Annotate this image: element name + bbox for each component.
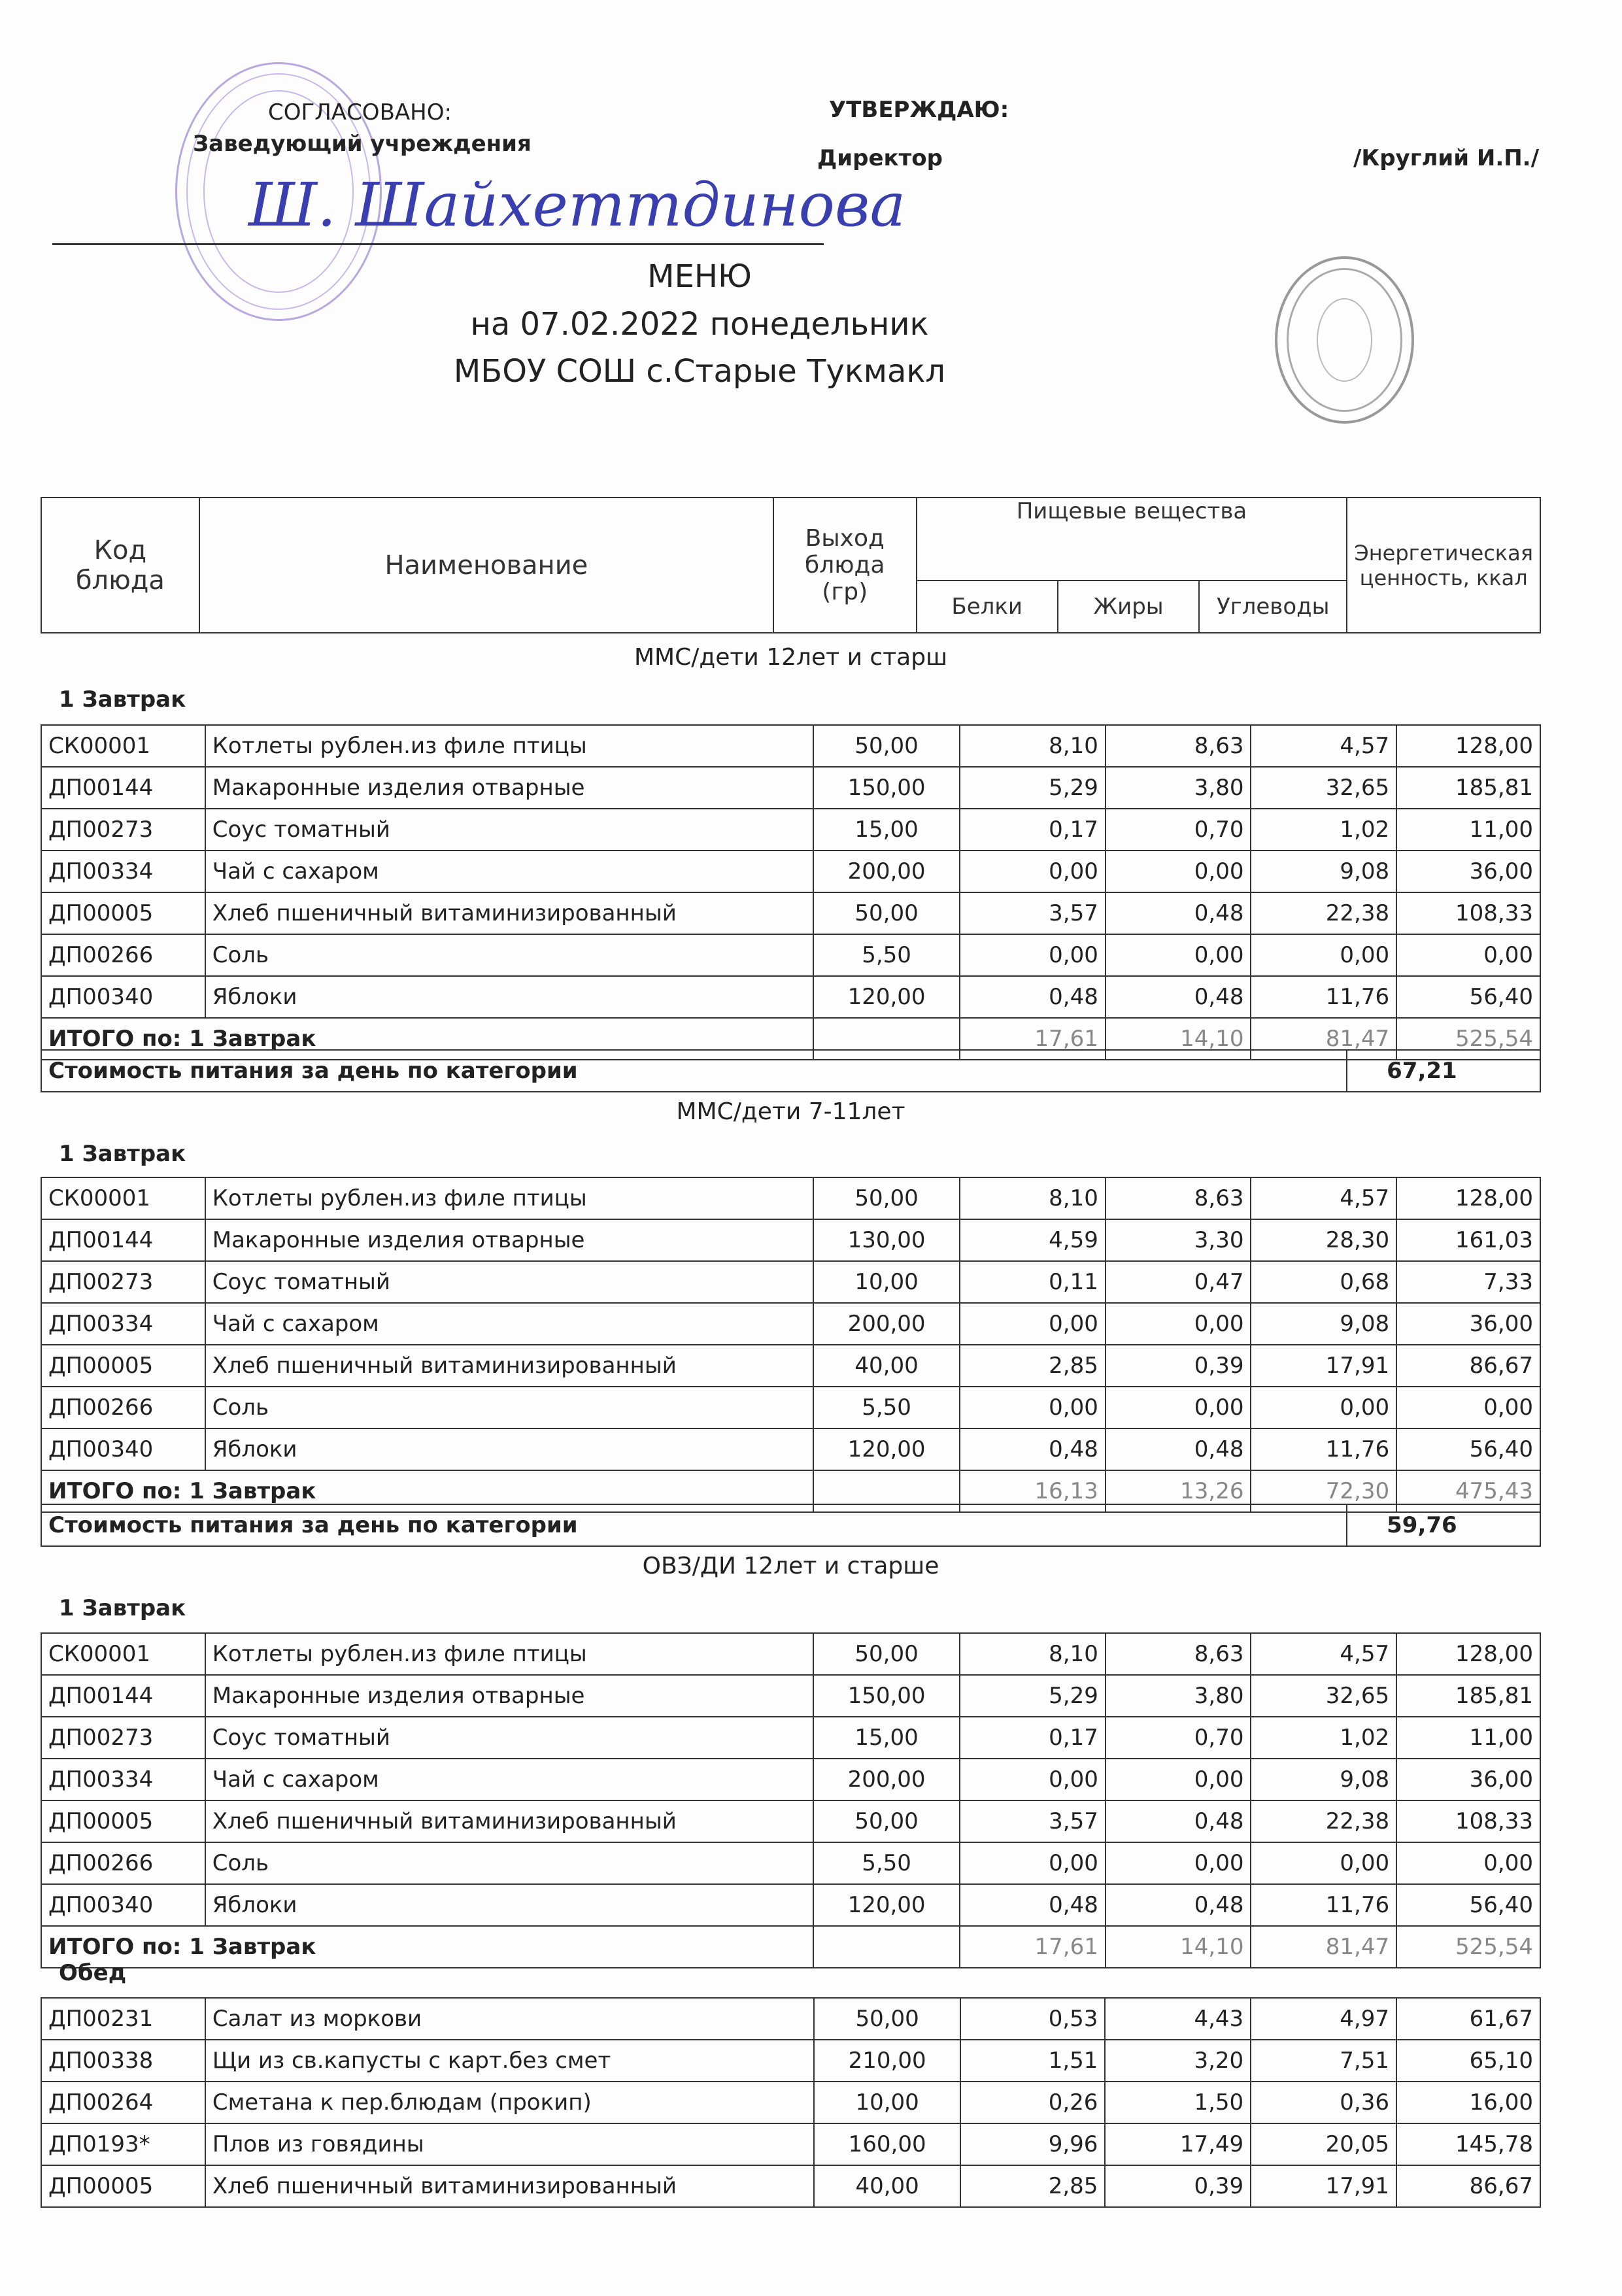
meal-title: Обед [59, 1960, 127, 1986]
dish-code-cell: ДП00273 [41, 1261, 205, 1303]
col-nutrients: Пищевые вещества [917, 498, 1347, 581]
fats-cell: 0,48 [1106, 1884, 1251, 1926]
carbs-cell: 0,68 [1251, 1261, 1396, 1303]
proteins-cell: 0,00 [960, 1303, 1106, 1345]
carbs-cell: 9,08 [1251, 1759, 1396, 1800]
cost-value: 67,21 [1347, 1050, 1540, 1092]
table-row [41, 2082, 1540, 2123]
table-row [41, 1717, 1540, 1759]
dish-name-cell: Котлеты рублен.из филе птицы [205, 1633, 813, 1675]
col-carbs: Углеводы [1199, 581, 1347, 633]
school-name: МБОУ СОШ с.Старые Тукмакл [453, 353, 946, 390]
dish-output-cell: 200,00 [813, 1759, 960, 1800]
total-row [41, 1926, 1540, 1968]
dish-name-cell: Соль [205, 1387, 813, 1428]
cost-value: 59,76 [1347, 1504, 1540, 1546]
table-row [41, 2123, 1540, 2165]
section-title: ММС/дети 12лет и старш [634, 644, 948, 671]
col-fats: Жиры [1058, 581, 1199, 633]
dish-name-cell: Котлеты рублен.из филе птицы [205, 725, 813, 767]
dish-output-cell: 160,00 [814, 2123, 961, 2165]
energy-cell: 56,40 [1396, 976, 1540, 1018]
table-row [41, 1387, 1540, 1428]
table-row [41, 934, 1540, 976]
fats-cell: 0,00 [1106, 851, 1251, 892]
dish-code-cell: СК00001 [41, 725, 205, 767]
approve-role: Директор [817, 145, 943, 171]
fats-cell: 3,80 [1106, 1675, 1251, 1717]
menu-title: МЕНЮ [647, 258, 752, 295]
dish-output-cell: 50,00 [813, 1177, 960, 1219]
fats-cell: 8,63 [1106, 725, 1251, 767]
total-label: ИТОГО по: 1 Завтрак [41, 1470, 813, 1512]
total-fats: 13,26 [1106, 1470, 1251, 1512]
table-row [41, 1633, 1540, 1675]
table-row [41, 1219, 1540, 1261]
carbs-cell: 22,38 [1251, 1800, 1396, 1842]
proteins-cell: 1,51 [960, 2040, 1105, 2082]
fats-cell: 3,20 [1105, 2040, 1251, 2082]
carbs-cell: 1,02 [1251, 1717, 1396, 1759]
dish-output-cell: 120,00 [813, 976, 960, 1018]
proteins-cell: 0,17 [960, 809, 1106, 851]
table-row [41, 1998, 1540, 2040]
menu-table [41, 724, 1541, 1060]
total-proteins: 17,61 [960, 1018, 1106, 1060]
proteins-cell: 0,00 [960, 1759, 1106, 1800]
cost-row [41, 1050, 1540, 1092]
energy-cell: 36,00 [1396, 1303, 1540, 1345]
total-energy: 525,54 [1396, 1926, 1540, 1968]
carbs-cell: 9,08 [1251, 851, 1396, 892]
dish-code-cell: ДП00340 [41, 1884, 205, 1926]
proteins-cell: 0,48 [960, 1428, 1106, 1470]
carbs-cell: 0,00 [1251, 1387, 1396, 1428]
dish-name-cell: Котлеты рублен.из филе птицы [205, 1177, 813, 1219]
fats-cell: 0,39 [1106, 1345, 1251, 1387]
energy-cell: 86,67 [1396, 2165, 1540, 2207]
cost-table [41, 1504, 1541, 1547]
dish-code-cell: ДП00144 [41, 1675, 205, 1717]
energy-cell: 185,81 [1396, 1675, 1540, 1717]
proteins-cell: 0,00 [960, 1387, 1106, 1428]
table-row [41, 1800, 1540, 1842]
dish-output-cell: 40,00 [813, 1345, 960, 1387]
dish-name-cell: Макаронные изделия отварные [205, 767, 813, 809]
proteins-cell: 3,57 [960, 892, 1106, 934]
proteins-cell: 0,00 [960, 934, 1106, 976]
dish-name-cell: Хлеб пшеничный витаминизированный [205, 1345, 813, 1387]
energy-cell: 0,00 [1396, 1387, 1540, 1428]
table-row [41, 1261, 1540, 1303]
carbs-cell: 4,57 [1251, 1633, 1396, 1675]
dish-name-cell: Макаронные изделия отварные [205, 1675, 813, 1717]
fats-cell: 4,43 [1105, 1998, 1251, 2040]
carbs-cell: 28,30 [1251, 1219, 1396, 1261]
energy-cell: 56,40 [1396, 1884, 1540, 1926]
dish-code-cell: ДП00340 [41, 976, 205, 1018]
dish-name-cell: Соус томатный [205, 809, 813, 851]
menu-table [41, 1177, 1541, 1513]
dish-output-cell: 5,50 [813, 1842, 960, 1884]
proteins-cell: 5,29 [960, 1675, 1106, 1717]
carbs-cell: 7,51 [1251, 2040, 1396, 2082]
approve-label: УТВЕРЖДАЮ: [829, 97, 1009, 123]
section-title: ММС/дети 7-11лет [676, 1098, 905, 1125]
dish-output-cell: 50,00 [813, 1633, 960, 1675]
table-row [41, 1759, 1540, 1800]
table-row [41, 1675, 1540, 1717]
signature-line [52, 243, 824, 245]
dish-name-cell: Хлеб пшеничный витаминизированный [205, 1800, 813, 1842]
dish-output-cell: 130,00 [813, 1219, 960, 1261]
dish-output-cell: 50,00 [813, 725, 960, 767]
carbs-cell: 0,00 [1251, 934, 1396, 976]
table-row [41, 809, 1540, 851]
dish-code-cell: ДП00144 [41, 767, 205, 809]
dish-code-cell: ДП00231 [41, 1998, 205, 2040]
dish-output-cell: 15,00 [813, 809, 960, 851]
col-proteins: Белки [917, 581, 1058, 633]
dish-code-cell: ДП00334 [41, 1759, 205, 1800]
energy-cell: 128,00 [1396, 1633, 1540, 1675]
energy-cell: 36,00 [1396, 1759, 1540, 1800]
dish-name-cell: Плов из говядины [205, 2123, 814, 2165]
fats-cell: 0,70 [1106, 809, 1251, 851]
meal-title: 1 Завтрак [59, 1141, 186, 1167]
dish-name-cell: Яблоки [205, 976, 813, 1018]
energy-cell: 11,00 [1396, 809, 1540, 851]
dish-code-cell: ДП00334 [41, 1303, 205, 1345]
table-row [41, 1884, 1540, 1926]
energy-cell: 0,00 [1396, 934, 1540, 976]
carbs-cell: 4,97 [1251, 1998, 1396, 2040]
energy-cell: 56,40 [1396, 1428, 1540, 1470]
carbs-cell: 17,91 [1251, 1345, 1396, 1387]
carbs-cell: 32,65 [1251, 767, 1396, 809]
dish-output-cell: 50,00 [813, 1800, 960, 1842]
energy-cell: 128,00 [1396, 725, 1540, 767]
dish-name-cell: Соус томатный [205, 1261, 813, 1303]
table-row [41, 2040, 1540, 2082]
agreed-role: Заведующий учреждения [193, 131, 532, 157]
dish-name-cell: Соус томатный [205, 1717, 813, 1759]
meal-title: 1 Завтрак [59, 686, 186, 713]
carbs-cell: 22,38 [1251, 892, 1396, 934]
energy-cell: 86,67 [1396, 1345, 1540, 1387]
dish-name-cell: Чай с сахаром [205, 851, 813, 892]
dish-name-cell: Сметана к пер.блюдам (прокип) [205, 2082, 814, 2123]
total-proteins: 16,13 [960, 1470, 1106, 1512]
fats-cell: 0,48 [1106, 892, 1251, 934]
dish-name-cell: Чай с сахаром [205, 1759, 813, 1800]
carbs-cell: 0,36 [1251, 2082, 1396, 2123]
proteins-cell: 2,85 [960, 1345, 1106, 1387]
dish-code-cell: ДП00340 [41, 1428, 205, 1470]
proteins-cell: 0,48 [960, 976, 1106, 1018]
carbs-cell: 20,05 [1251, 2123, 1396, 2165]
fats-cell: 0,00 [1106, 1387, 1251, 1428]
cost-label: Стоимость питания за день по категории [41, 1050, 1347, 1092]
dish-code-cell: ДП00273 [41, 809, 205, 851]
dish-code-cell: ДП00266 [41, 1387, 205, 1428]
dish-output-cell: 200,00 [813, 1303, 960, 1345]
proteins-cell: 8,10 [960, 1177, 1106, 1219]
carbs-cell: 9,08 [1251, 1303, 1396, 1345]
dish-output-cell: 200,00 [813, 851, 960, 892]
dish-name-cell: Хлеб пшеничный витаминизированный [205, 892, 813, 934]
carbs-cell: 1,02 [1251, 809, 1396, 851]
proteins-cell: 8,10 [960, 725, 1106, 767]
dish-code-cell: ДП00005 [41, 2165, 205, 2207]
dish-name-cell: Салат из моркови [205, 1998, 814, 2040]
proteins-cell: 0,48 [960, 1884, 1106, 1926]
cost-row [41, 1504, 1540, 1546]
dish-output-cell: 5,50 [813, 934, 960, 976]
carbs-cell: 11,76 [1251, 1884, 1396, 1926]
dish-name-cell: Хлеб пшеничный витаминизированный [205, 2165, 814, 2207]
dish-output-cell: 40,00 [814, 2165, 961, 2207]
energy-cell: 16,00 [1396, 2082, 1540, 2123]
energy-cell: 36,00 [1396, 851, 1540, 892]
official-seal [1275, 256, 1414, 424]
energy-cell: 65,10 [1396, 2040, 1540, 2082]
energy-cell: 11,00 [1396, 1717, 1540, 1759]
carbs-cell: 17,91 [1251, 2165, 1396, 2207]
energy-cell: 161,03 [1396, 1219, 1540, 1261]
section-title: ОВЗ/ДИ 12лет и старше [642, 1553, 939, 1579]
menu-date: на 07.02.2022 понедельник [470, 306, 929, 343]
dish-code-cell: ДП00264 [41, 2082, 205, 2123]
fats-cell: 0,00 [1106, 1842, 1251, 1884]
carbs-cell: 4,57 [1251, 1177, 1396, 1219]
total-carbs: 72,30 [1251, 1470, 1396, 1512]
carbs-cell: 4,57 [1251, 725, 1396, 767]
dish-code-cell: ДП00005 [41, 1800, 205, 1842]
total-fats: 14,10 [1106, 1018, 1251, 1060]
proteins-cell: 0,53 [960, 1998, 1105, 2040]
dish-code-cell: ДП00266 [41, 934, 205, 976]
table-header [41, 497, 1541, 633]
proteins-cell: 0,26 [960, 2082, 1105, 2123]
total-carbs: 81,47 [1251, 1926, 1396, 1968]
proteins-cell: 0,00 [960, 851, 1106, 892]
carbs-cell: 0,00 [1251, 1842, 1396, 1884]
fats-cell: 0,47 [1106, 1261, 1251, 1303]
dish-output-cell: 50,00 [814, 1998, 961, 2040]
table-row [41, 767, 1540, 809]
dish-name-cell: Соль [205, 934, 813, 976]
dish-name-cell: Яблоки [205, 1428, 813, 1470]
fats-cell: 3,80 [1106, 767, 1251, 809]
energy-cell: 145,78 [1396, 2123, 1540, 2165]
fats-cell: 1,50 [1105, 2082, 1251, 2123]
dish-output-cell: 150,00 [813, 1675, 960, 1717]
fats-cell: 0,48 [1106, 1428, 1251, 1470]
total-energy: 475,43 [1396, 1470, 1540, 1512]
energy-cell: 108,33 [1396, 1800, 1540, 1842]
total-fats: 14,10 [1106, 1926, 1251, 1968]
carbs-cell: 32,65 [1251, 1675, 1396, 1717]
carbs-cell: 11,76 [1251, 1428, 1396, 1470]
carbs-cell: 11,76 [1251, 976, 1396, 1018]
col-code: Код блюда [41, 498, 199, 633]
proteins-cell: 0,00 [960, 1842, 1106, 1884]
dish-code-cell: СК00001 [41, 1633, 205, 1675]
proteins-cell: 4,59 [960, 1219, 1106, 1261]
fats-cell: 0,39 [1105, 2165, 1251, 2207]
energy-cell: 108,33 [1396, 892, 1540, 934]
energy-cell: 0,00 [1396, 1842, 1540, 1884]
proteins-cell: 2,85 [960, 2165, 1105, 2207]
total-proteins: 17,61 [960, 1926, 1106, 1968]
dish-name-cell: Чай с сахаром [205, 1303, 813, 1345]
dish-code-cell: СК00001 [41, 1177, 205, 1219]
table-row [41, 892, 1540, 934]
energy-cell: 128,00 [1396, 1177, 1540, 1219]
proteins-cell: 3,57 [960, 1800, 1106, 1842]
dish-code-cell: ДП0193* [41, 2123, 205, 2165]
dish-code-cell: ДП00005 [41, 1345, 205, 1387]
dish-code-cell: ДП00005 [41, 892, 205, 934]
energy-cell: 7,33 [1396, 1261, 1540, 1303]
table-row [41, 976, 1540, 1018]
fats-cell: 0,00 [1106, 1759, 1251, 1800]
dish-output-cell: 10,00 [813, 1261, 960, 1303]
fats-cell: 0,48 [1106, 976, 1251, 1018]
table-row [41, 1345, 1540, 1387]
agreed-label: СОГЛАСОВАНО: [268, 99, 452, 126]
total-label: ИТОГО по: 1 Завтрак [41, 1018, 813, 1060]
fats-cell: 8,63 [1106, 1177, 1251, 1219]
col-name: Наименование [199, 498, 773, 633]
cost-label: Стоимость питания за день по категории [41, 1504, 1347, 1546]
dish-output-cell: 50,00 [813, 892, 960, 934]
fats-cell: 3,30 [1106, 1219, 1251, 1261]
dish-output-cell: 210,00 [814, 2040, 961, 2082]
col-output: Выход блюда (гр) [773, 498, 917, 633]
dish-name-cell: Яблоки [205, 1884, 813, 1926]
dish-name-cell: Макаронные изделия отварные [205, 1219, 813, 1261]
fats-cell: 0,70 [1106, 1717, 1251, 1759]
dish-output-cell: 150,00 [813, 767, 960, 809]
proteins-cell: 8,10 [960, 1633, 1106, 1675]
proteins-cell: 0,11 [960, 1261, 1106, 1303]
dish-output-cell: 120,00 [813, 1428, 960, 1470]
dish-name-cell: Соль [205, 1842, 813, 1884]
dish-name-cell: Щи из св.капусты с карт.без смет [205, 2040, 814, 2082]
dish-output-cell: 10,00 [814, 2082, 961, 2123]
table-row [41, 851, 1540, 892]
dish-code-cell: ДП00266 [41, 1842, 205, 1884]
proteins-cell: 9,96 [960, 2123, 1105, 2165]
menu-table [41, 1997, 1541, 2208]
energy-cell: 185,81 [1396, 767, 1540, 809]
table-row [41, 725, 1540, 767]
dish-output-cell: 5,50 [813, 1387, 960, 1428]
col-energy: Энергетическая ценность, ккал [1347, 498, 1540, 633]
table-row [41, 1428, 1540, 1470]
dish-code-cell: ДП00334 [41, 851, 205, 892]
agreed-signature: Ш. Шайхеттдинова [248, 170, 906, 240]
fats-cell: 0,00 [1106, 1303, 1251, 1345]
approve-name: /Круглий И.П./ [1353, 145, 1540, 171]
cost-table [41, 1049, 1541, 1092]
fats-cell: 8,63 [1106, 1633, 1251, 1675]
total-carbs: 81,47 [1251, 1018, 1396, 1060]
proteins-cell: 0,17 [960, 1717, 1106, 1759]
energy-cell: 61,67 [1396, 1998, 1540, 2040]
total-output-cell [813, 1926, 960, 1968]
dish-code-cell: ДП00338 [41, 2040, 205, 2082]
proteins-cell: 5,29 [960, 767, 1106, 809]
meal-title: 1 Завтрак [59, 1595, 186, 1621]
table-row [41, 1842, 1540, 1884]
dish-output-cell: 120,00 [813, 1884, 960, 1926]
total-energy: 525,54 [1396, 1018, 1540, 1060]
total-label: ИТОГО по: 1 Завтрак [41, 1926, 813, 1968]
table-row [41, 1303, 1540, 1345]
dish-output-cell: 15,00 [813, 1717, 960, 1759]
table-row [41, 1177, 1540, 1219]
fats-cell: 0,48 [1106, 1800, 1251, 1842]
fats-cell: 17,49 [1105, 2123, 1251, 2165]
dish-code-cell: ДП00273 [41, 1717, 205, 1759]
menu-table [41, 1632, 1541, 1968]
table-row [41, 2165, 1540, 2207]
fats-cell: 0,00 [1106, 934, 1251, 976]
dish-code-cell: ДП00144 [41, 1219, 205, 1261]
